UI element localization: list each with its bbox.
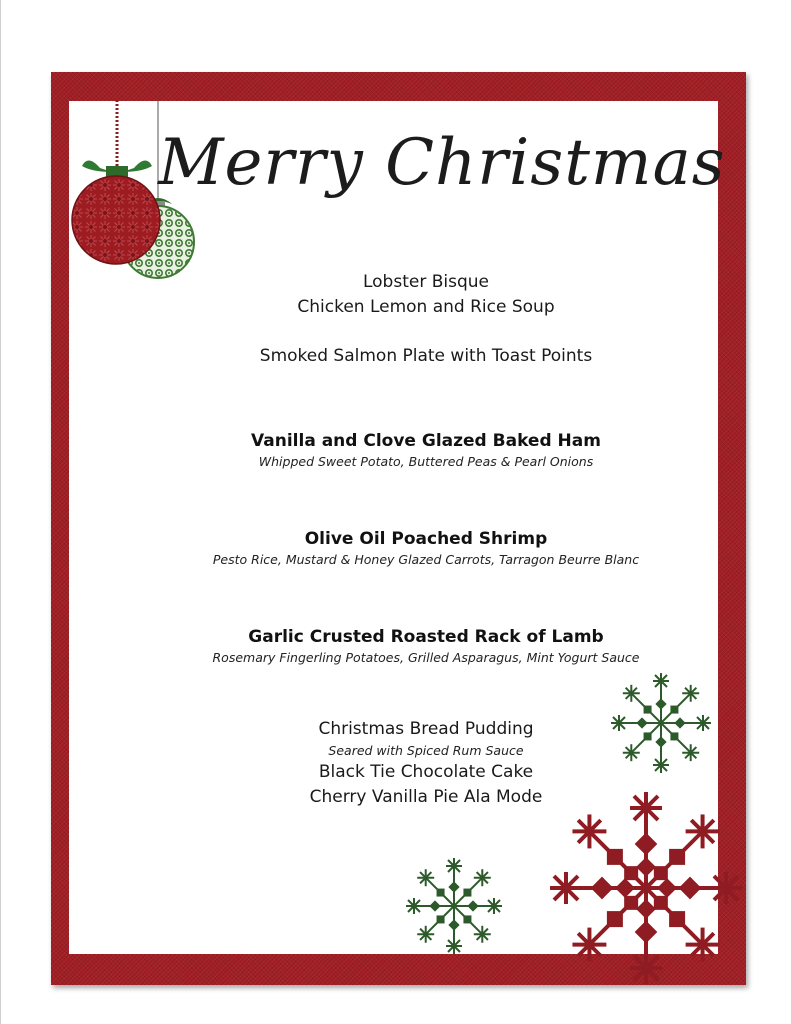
snowflake-red-large-icon [540, 786, 750, 996]
starter-item: Lobster Bisque [362, 272, 489, 292]
main-dish-name: Olive Oil Poached Shrimp [304, 529, 548, 549]
snowflake-green-icon [605, 667, 717, 779]
starter-item: Chicken Lemon and Rice Soup [297, 297, 555, 317]
dessert-item: Christmas Bread Pudding [318, 719, 534, 739]
main-dish-name: Garlic Crusted Roasted Rack of Lamb [248, 627, 604, 647]
main-dish-name: Vanilla and Clove Glazed Baked Ham [251, 431, 601, 451]
main-dish-description: Pesto Rice, Mustard & Honey Glazed Carrots, Tarragon Beurre Blanc [212, 552, 640, 567]
dessert-item: Cherry Vanilla Pie Ala Mode [309, 787, 543, 807]
snowflake-green-icon [398, 854, 510, 966]
menu-title: Merry Christmas [158, 126, 726, 200]
main-dish-description: Whipped Sweet Potato, Buttered Peas & Pearl Onions [258, 454, 594, 469]
ornament-red-icon [70, 150, 170, 275]
starter-item: Smoked Salmon Plate with Toast Points [259, 346, 593, 366]
dessert-item: Black Tie Chocolate Cake [318, 762, 534, 782]
dessert-description: Seared with Spiced Rum Sauce [328, 743, 524, 758]
main-dish-description: Rosemary Fingerling Potatoes, Grilled Asparagus, Mint Yogurt Sauce [212, 650, 640, 665]
